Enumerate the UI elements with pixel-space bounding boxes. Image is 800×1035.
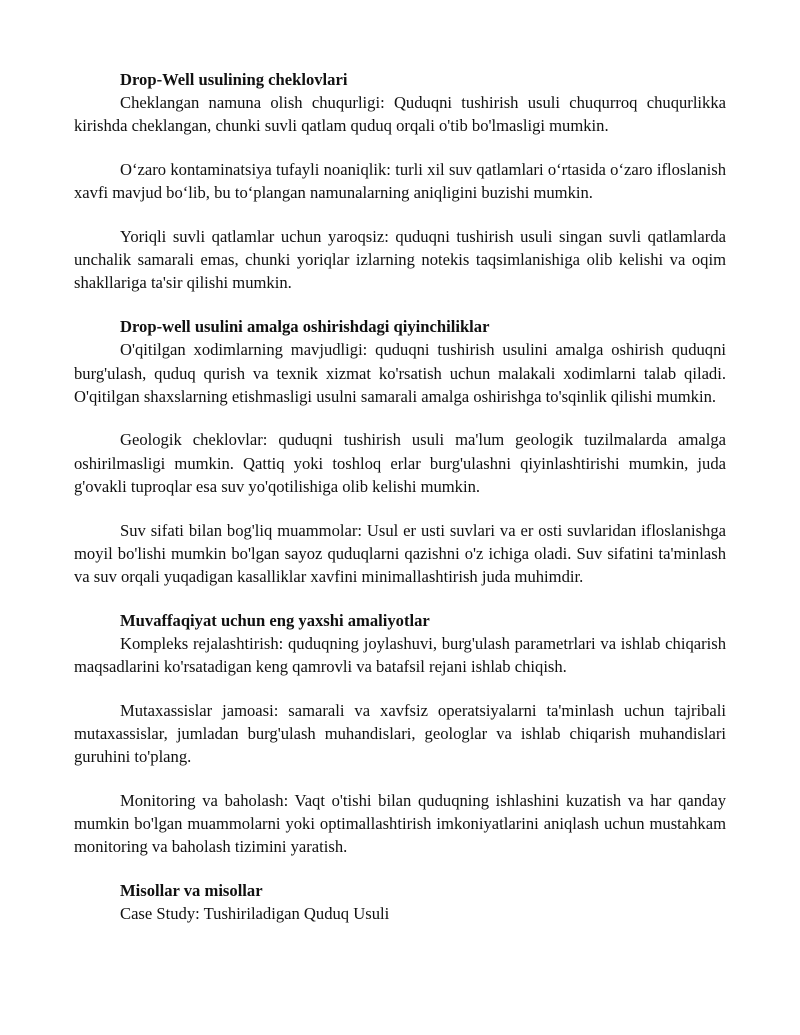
paragraph: Suv sifati bilan bog'liq muammolar: Usul er usti suvlari va er osti suvlaridan ifloslanishga moyil bo'lishi mumkin bo'lgan sayoz quduqlarni qazishni o'z ichiga oladi. Suv sifatini ta'minlash va suv orqali yuqadigan kasalliklar xavfini minimallashtirish juda muhimdir.	[74, 520, 726, 586]
section-heading: Muvaffaqiyat uchun eng yaxshi amaliyotlar	[120, 610, 430, 630]
section-heading: Misollar va misollar	[120, 880, 263, 900]
section-limitations	[74, 68, 726, 295]
paragraph: Yoriqli suvli qatlamlar uchun yaroqsiz: quduqni tushirish usuli singan suvli qatlamlarda unchalik samarali emas, chunki yoriqlar izlarning notekis taqsimlanishiga olib kelishi va oqim shakllariga ta'sir qilishi mumkin.	[74, 227, 726, 293]
paragraph: Case Study: Tushiriladigan Quduq Usuli	[120, 904, 390, 924]
paragraph: Kompleks rejalashtirish: quduqning joylashuvi, burg'ulash parametrlari va ishlab chiqarish maqsadlarini ko'rsatadigan keng qamrovli va batafsil rejani ishlab chiqish.	[74, 633, 726, 677]
document-page	[74, 68, 726, 925]
paragraph: Mutaxassislar jamoasi: samarali va xavfsiz operatsiyalarni ta'minlash uchun tajribali mutaxassislar, jumladan burg'ulash muhandislari, geologlar va ishlab chiqarish muhandislari guruhini to'plang.	[74, 700, 726, 767]
section-heading: Drop-Well usulining cheklovlari	[120, 70, 348, 89]
paragraph: Cheklangan namuna olish chuqurligi: Quduqni tushirish usuli chuqurroq chuqurlikka kirishda cheklangan, chunki suvli qatlam quduq orqali o'tib bo'lmasligi mumkin.	[74, 93, 726, 136]
section-best-practices	[74, 609, 726, 859]
paragraph: Monitoring va baholash: Vaqt o'tishi bilan quduqning ishlashini kuzatish va har qanday mumkin bo'lgan muammolarni yoki optimallashtirish imkoniyatlarini aniqlash uchun mustahkam monitoring va baholash tizimini yaratish.	[74, 790, 726, 857]
paragraph: O'qitilgan xodimlarning mavjudligi: quduqni tushirish usulini amalga oshirish quduqni burg'ulash, quduq qurish va texnik xizmat ko'rsatish uchun malakali xodimlarni talab qiladi. O'qitilgan shaxslarning etishmasligi usulni samarali amalga oshirishga to'sqinlik qilishi mumkin.	[74, 340, 726, 406]
paragraph: Geologik cheklovlar: quduqni tushirish usuli ma'lum geologik tuzilmalarda amalga oshirilmasligi mumkin. Qattiq yoki toshloq erlar burg'ulashni qiyinlashtirishi mumkin, juda g'ovakli tuproqlar esa suv yo'qotilishiga olib kelishi mumkin.	[74, 430, 726, 496]
section-examples	[74, 879, 726, 925]
section-challenges	[74, 315, 726, 588]
paragraph: O‘zaro kontaminatsiya tufayli noaniqlik: turli xil suv qatlamlari o‘rtasida o‘zaro ifloslanish xavfi mavjud bo‘lib, bu to‘plangan namunalarning aniqligini buzishi mumkin.	[74, 160, 726, 203]
section-heading: Drop-well usulini amalga oshirishdagi qiyinchiliklar	[120, 317, 490, 337]
